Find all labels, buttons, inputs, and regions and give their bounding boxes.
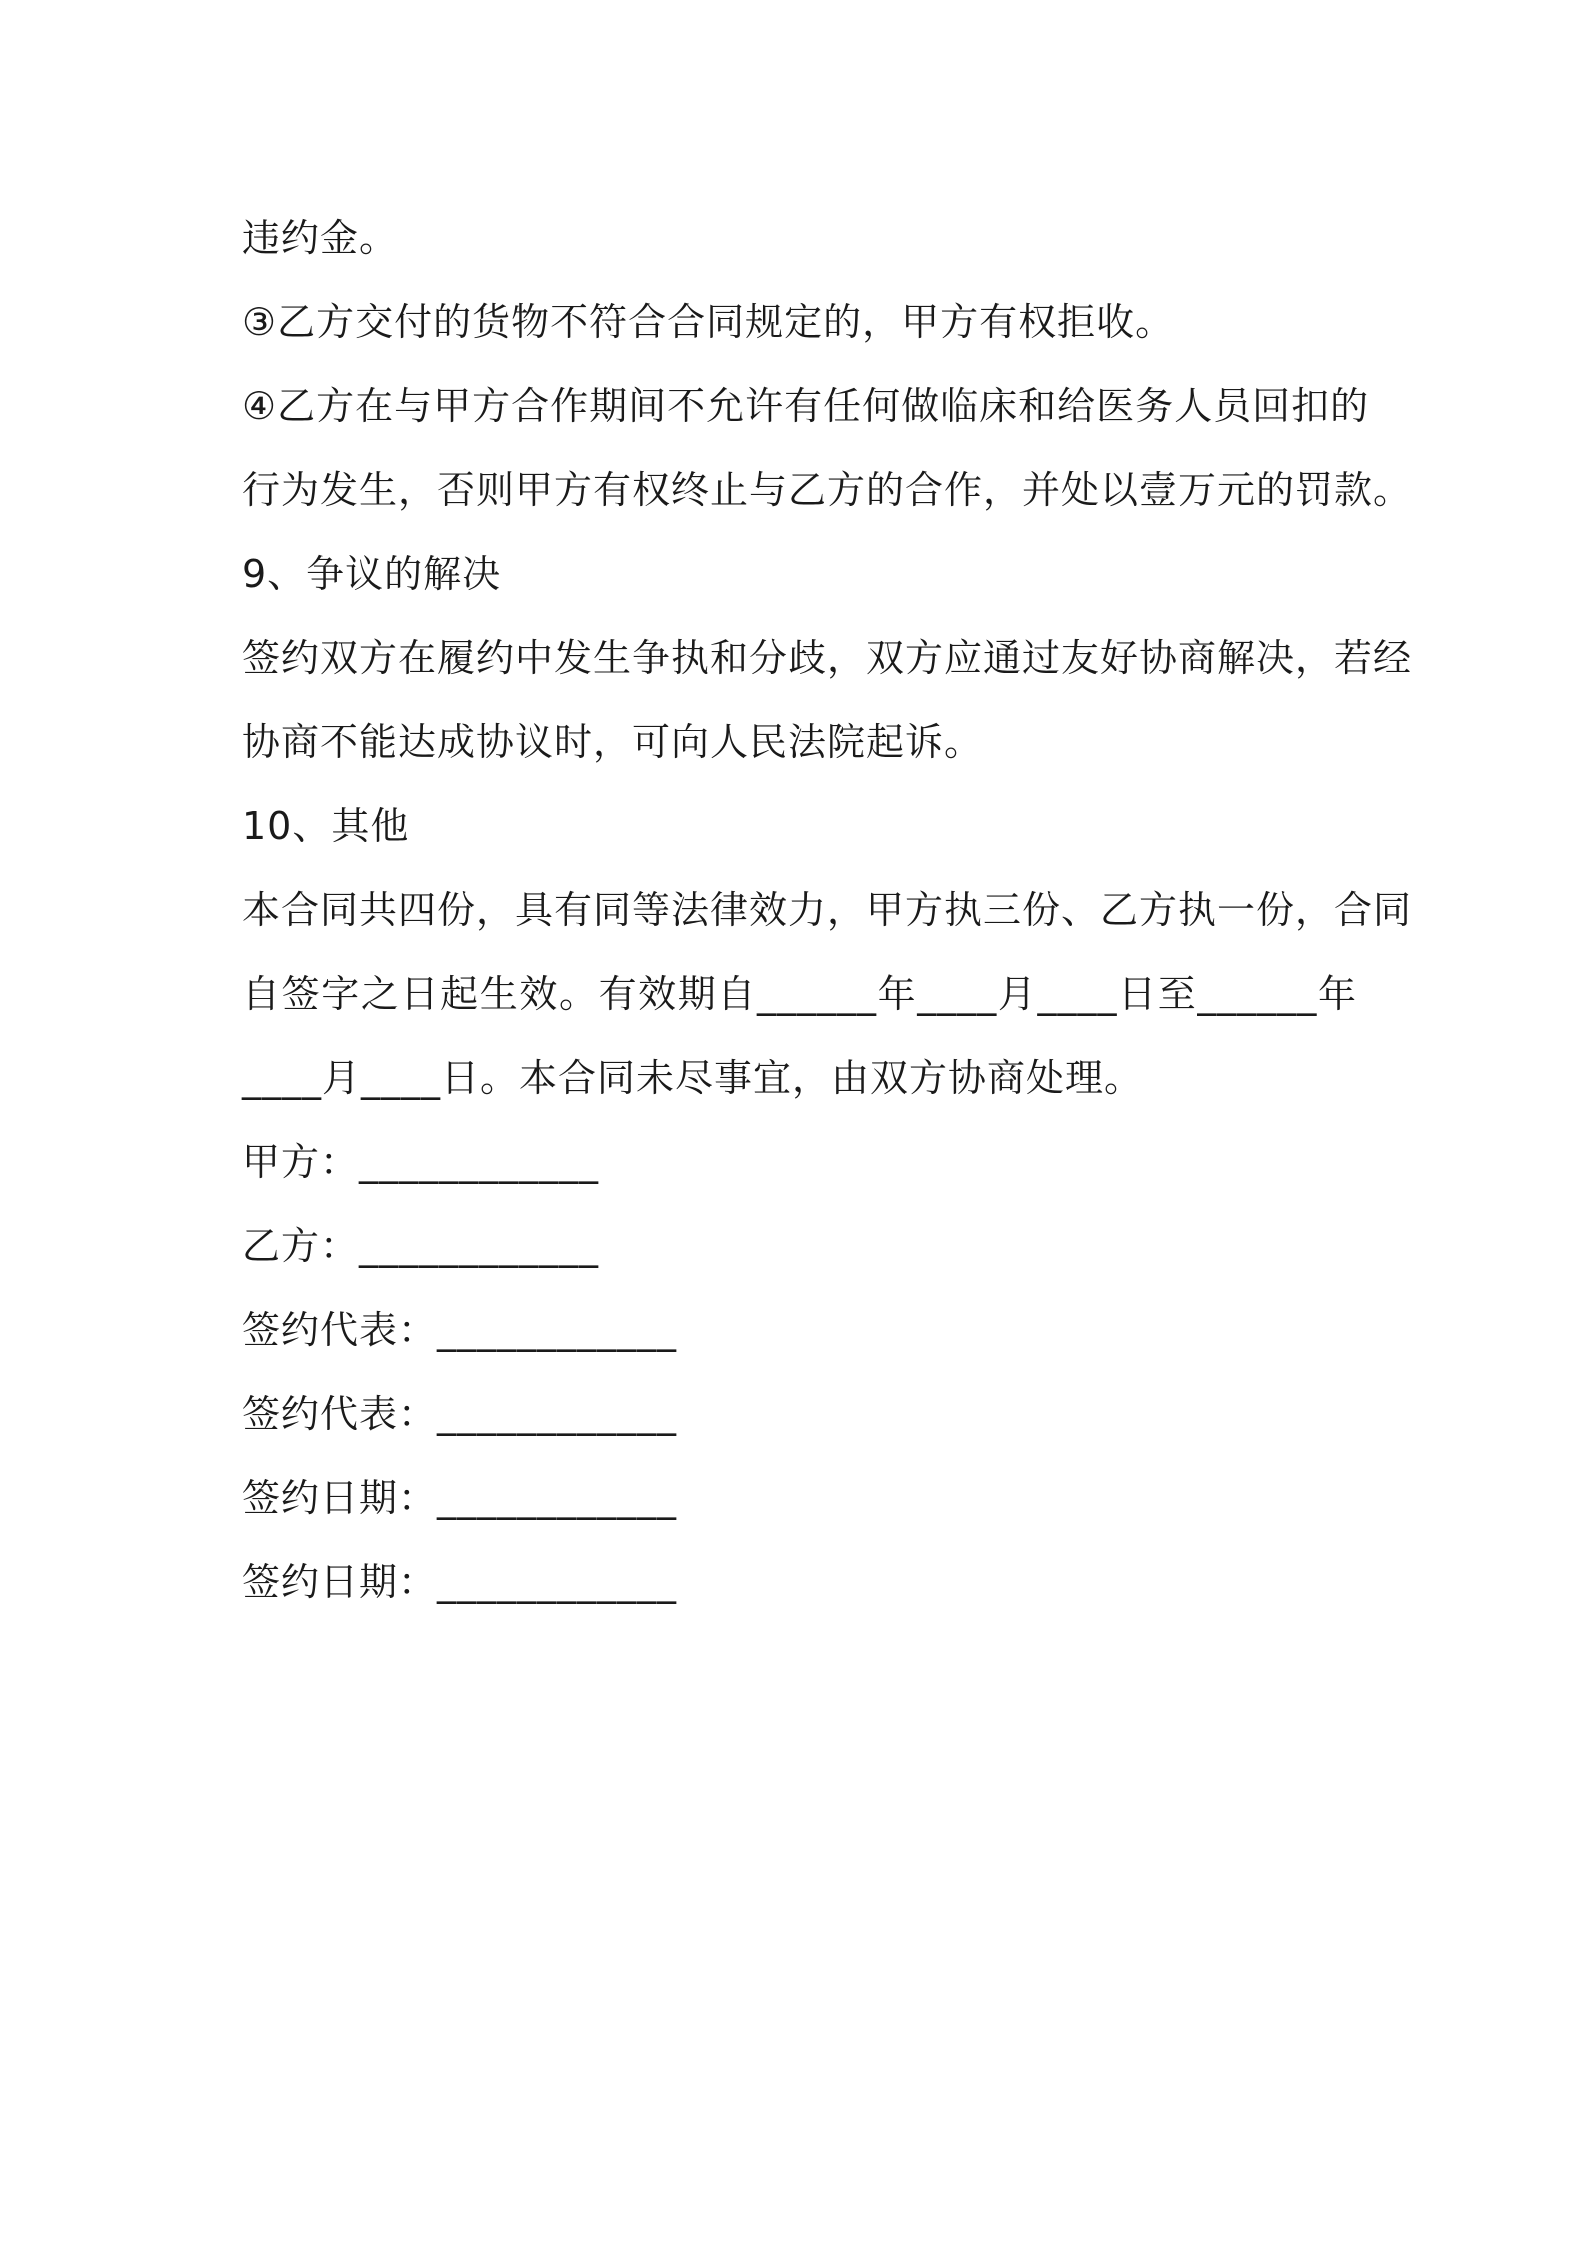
section-heading-other: 10、其他 bbox=[242, 804, 410, 848]
signature-party-b: 乙方：____________ bbox=[242, 1224, 600, 1268]
text-line-clause-3: ③乙方交付的货物不符合合同规定的，甲方有权拒收。 bbox=[242, 300, 1175, 344]
signature-date-a: 签约日期：____________ bbox=[242, 1476, 678, 1520]
signature-date-b: 签约日期：____________ bbox=[242, 1560, 678, 1604]
signature-party-a: 甲方：____________ bbox=[242, 1140, 600, 1184]
signature-representative-b: 签约代表：____________ bbox=[242, 1392, 678, 1436]
text-line-penalty-end: 违约金。 bbox=[242, 216, 399, 260]
document-body bbox=[242, 196, 1413, 1624]
signature-representative-a: 签约代表：____________ bbox=[242, 1308, 678, 1352]
text-line-clause-4-cont: 行为发生，否则甲方有权终止与乙方的合作，并处以壹万元的罚款。 bbox=[242, 468, 1413, 512]
text-line-dispute: 签约双方在履约中发生争执和分歧，双方应通过友好协商解决，若经 bbox=[242, 636, 1413, 680]
text-line-clause-4: ④乙方在与甲方合作期间不允许有任何做临床和给医务人员回扣的 bbox=[242, 384, 1370, 428]
text-line-validity-cont: ____月____日。本合同未尽事宜，由双方协商处理。 bbox=[242, 1056, 1144, 1100]
text-line-copies: 本合同共四份，具有同等法律效力，甲方执三份、乙方执一份，合同 bbox=[242, 888, 1413, 932]
text-line-validity: 自签字之日起生效。有效期自______年____月____日至______年 bbox=[242, 972, 1357, 1016]
text-line-dispute-cont: 协商不能达成协议时，可向人民法院起诉。 bbox=[242, 720, 984, 764]
section-heading-dispute: 9、争议的解决 bbox=[242, 552, 502, 596]
